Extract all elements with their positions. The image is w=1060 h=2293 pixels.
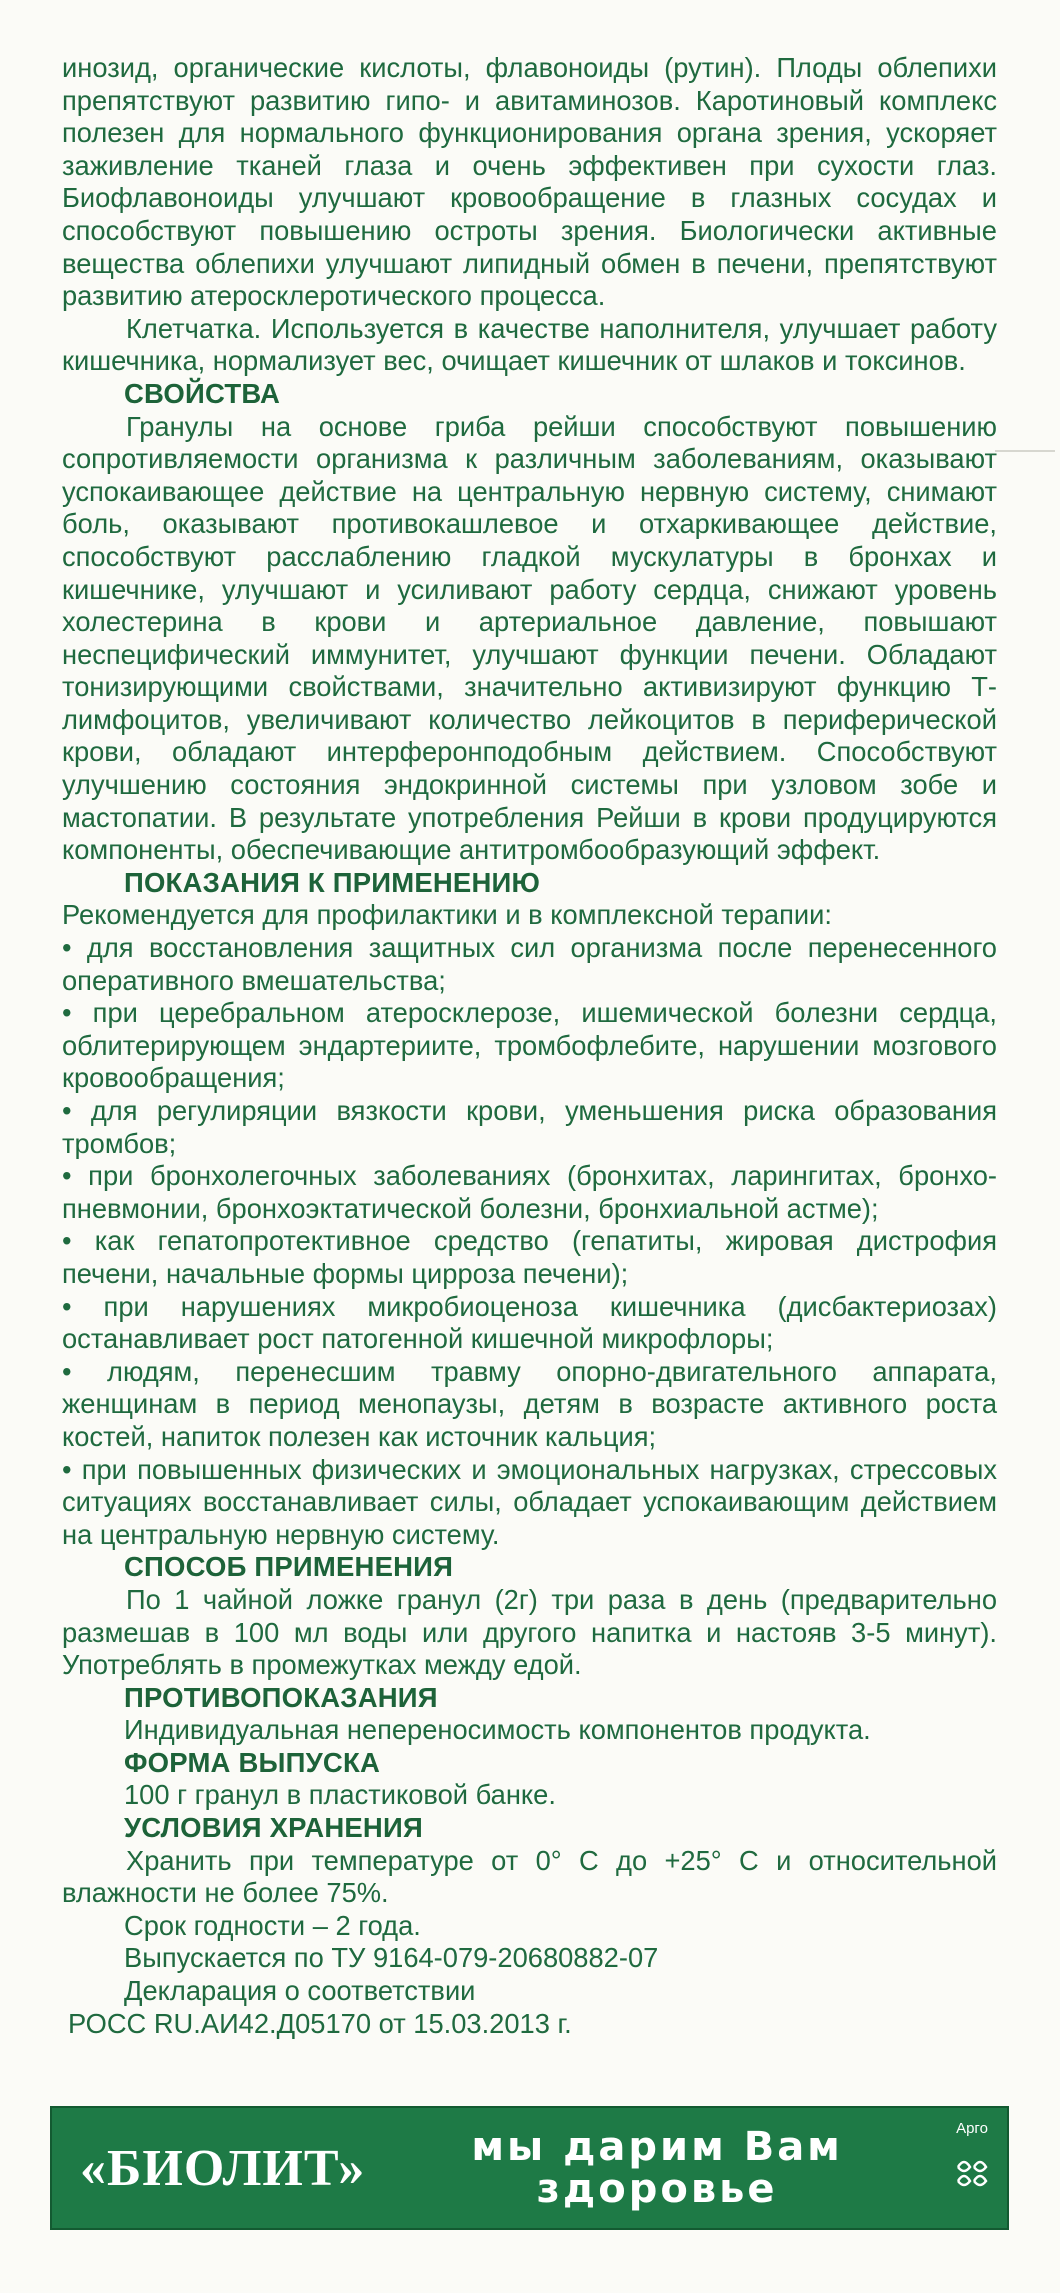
slogan [365,2126,949,2210]
intro-paragraph: инозид, органические кислоты, флавоноиды (рутин). Плоды облепихи препятствуют развитию гипо- и авитаминозов. Каротиновый комплекс полезен для нормального функционирования органа зрения, ускоряет заживление тканей глаза и очень эффективен при сухости глаз. Биофлавоноиды улучшают кровообращение в глазных сосудах и способствуют повышению остроты зрения. Биологически активные вещества облепихи улучшают липидный обмен в печени, препятствуют развитию атеросклеротического процесса. [62,52,997,312]
form-text: 100 г гранул в пластиковой банке. [124,1779,556,1811]
indication-item: • для регулиряции вязкости крови, уменьшения риска образования тромбов; [62,1095,997,1159]
indication-item: • при бронхолегочных заболеваниях (бронхитах, ларингитах, бронхо-пневмонии, бронхоэктатической болезни, бронхиальной астме); [62,1160,997,1224]
declaration-label: Декларация о соответствии [124,1975,476,2007]
indication-item: • при церебральном атеросклерозе, ишемической болезни сердца, облитерирующем эндартериите, тромбофлебите, нарушении мозгового кровообращения; [62,997,997,1094]
leaflet-text [62,52,997,2040]
storage-conditions: Хранить при температуре от 0° С до +25° С и относительной влажности не более 75%. [62,1844,997,1909]
properties-heading: СВОЙСТВА [124,377,281,409]
contraindications-heading: ПРОТИВОПОКАЗАНИЯ [124,1681,438,1713]
argo-logo [949,2118,995,2218]
tu-number: Выпускается по ТУ 9164-079-20680882-07 [124,1942,659,1974]
indication-item: • как гепатопротективное средство (гепатиты, жировая дистрофия печени, начальные формы цирроза печени); [62,1225,997,1289]
indications-heading: ПОКАЗАНИЯ К ПРИМЕНЕНИЮ [124,866,541,898]
indication-item: • для восстановления защитных сил организма после перенесенного оперативного вмешательства; [62,932,997,996]
declaration-number: РОСС RU.АИ42.Д05170 от 15.03.2013 г. [68,2007,572,2039]
indication-item: • при нарушениях микробиоценоза кишечника (дисбактериозах) останавливает рост патогенной кишечной микрофлоры; [62,1290,997,1355]
fiber-paragraph: Клетчатка. Используется в качестве наполнителя, улучшает работу кишечника, нормализует вес, очищает кишечник от шлаков и токсинов. [62,312,997,377]
indications-intro: Рекомендуется для профилактики и в комплексной терапии: [62,899,832,931]
properties-paragraph: Гранулы на основе гриба рейши способствуют повышению сопротивляемости организма к различным заболеваниям, оказывают успокаивающее действие на центральную нервную систему, снимают боль, оказывают противокашлевое и отхаркивающее действие, способствуют расслаблению гладкой мускулатуры в бронхах и кишечнике, улучшают и усиливают работу сердца, снижают уровень холестерина в крови и артериальное давление, повышают неспецифический иммунитет, улучшают функции печени. Обладают тонизирующими свойствами, значительно активизируют функцию Т-лимфоцитов, увеличивают количество лейкоцитов в периферической крови, обладают интерферонподобным действием. Способствуют улучшению состояния эндокринной системы при узловом зобе и мастопатии. В результате употребления Рейши в крови продуцируются компоненты, обеспечивающие антитромбообразующий эффект. [62,410,997,866]
shelf-life: Срок годности – 2 года. [124,1909,421,1941]
slogan-line-1: мы дарим Вам [471,2124,843,2170]
brand-banner [50,2106,1009,2230]
usage-heading: СПОСОБ ПРИМЕНЕНИЯ [124,1551,454,1583]
indication-item: • людям, перенесшим травму опорно-двигательного аппарата, женщинам в период менопаузы, детям в возрасте активного роста костей, напиток полезен как источник кальция; [62,1355,997,1452]
slogan-line-2: здоровье [536,2166,778,2212]
form-heading: ФОРМА ВЫПУСКА [124,1746,381,1778]
indication-item: • при повышенных физических и эмоциональных нагрузках, стрессовых ситуациях восстанавливает силы, обладает успокаивающим действием на центральную нервную систему. [62,1453,997,1550]
usage-paragraph: По 1 чайной ложке гранул (2г) три раза в день (предварительно размешав в 100 мл воды или другого напитка и настояв 3-5 минут). Употреблять в промежутках между едой. [62,1583,997,1681]
brand-name: «БИОЛИТ» [80,2139,366,2197]
argo-logo-text: Арго [956,2120,988,2137]
wave-logo-icon [952,2137,992,2197]
storage-heading: УСЛОВИЯ ХРАНЕНИЯ [124,1812,423,1844]
paper-scuff [995,450,1055,452]
contraindications-text: Индивидуальная непереносимость компонентов продукта. [124,1714,871,1746]
